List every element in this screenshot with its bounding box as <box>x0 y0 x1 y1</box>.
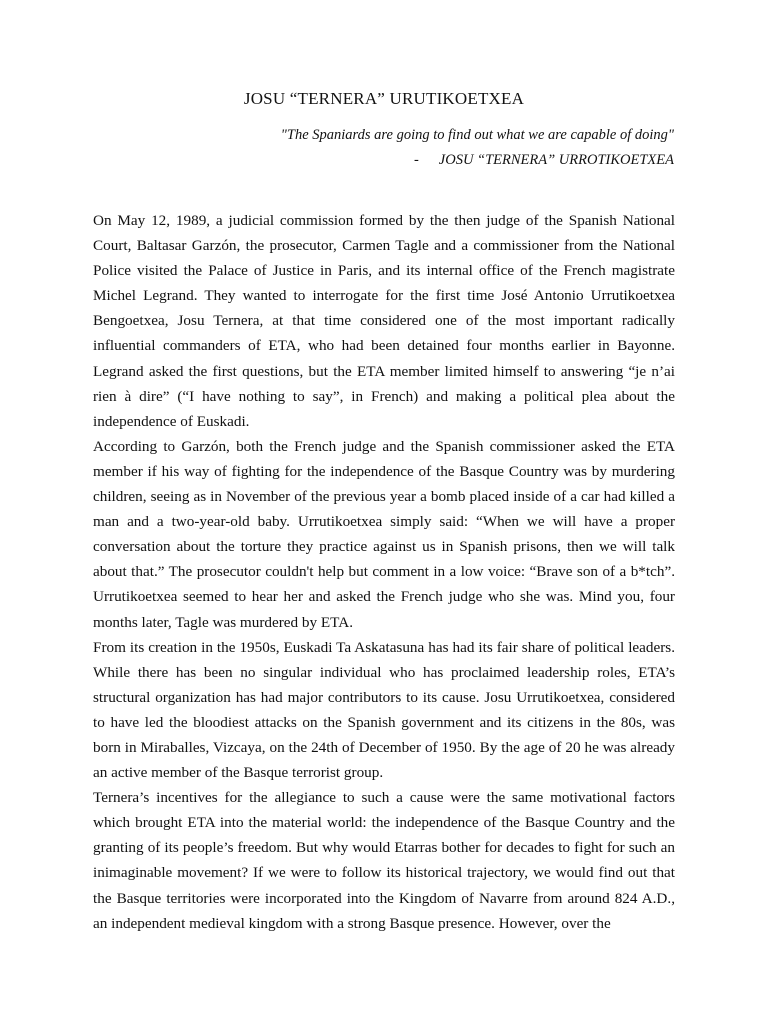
paragraph: Ternera’s incentives for the allegiance to such a cause were the same motivational factors which brought ETA into the material world: the independence of the Basque Country and the granting of its people’s freedom. But why would Etarras bother for decades to fight for such an inimaginable movement? If we were to follow its historical trajectory, we would find out that the Basque territories were incorporated into the Kingdom of Navarre from around 824 A.D., an independent medieval kingdom with a strong Basque presence. However, over the <box>93 789 675 932</box>
body-text <box>93 208 675 936</box>
attribution-name: JOSU “TERNERA” URROTIKOETXEA <box>438 152 674 168</box>
paragraph: On May 12, 1989, a judicial commission formed by the then judge of the Spanish National Court, Baltasar Garzón, the prosecutor, Carmen Tagle and a commissioner from the National Police visited the Palace of Justice in Paris, and its internal office of the French magistrate Michel Legrand. They wanted to interrogate for the first time José Antonio Urrutikoetxea Bengoetxea, Josu Ternera, at that time considered one of the most important radically influential commanders of ETA, who had been detained four months earlier in Bayonne. Legrand asked the first questions, but the ETA member limited himself to answering “je n’ai rien à dire” (“I have nothing to say”, in French) and making a political plea about the independence of Euskadi. <box>93 212 675 430</box>
epigraph-attribution <box>414 151 674 169</box>
document-title: JOSU “TERNERA” URUTIKOETXEA <box>243 89 525 108</box>
paragraph: From its creation in the 1950s, Euskadi Ta Askatasuna has had its fair share of political leaders. While there has been no singular individual who has proclaimed leadership roles, ETA’s structural organization has had major contributors to its cause. Josu Urrutikoetxea, considered to have led the bloodiest attacks on the Spanish government and its citizens in the 80s, was born in Miraballes, Vizcaya, on the 24th of December of 1950. By the age of 20 he was already an active member of the Basque terrorist group. <box>93 638 675 782</box>
attribution-dash: - <box>413 152 419 168</box>
epigraph-quote: "The Spaniards are going to find out what we are capable of doing" <box>280 127 674 143</box>
paragraph: According to Garzón, both the French judge and the Spanish commissioner asked the ETA member if his way of fighting for the independence of the Basque Country was by murdering children, seeing as in November of the previous year a bomb placed inside of a car had killed a man and a two-year-old baby. Urrutikoetxea simply said: “When we will have a proper conversation about the torture they practice against us in Spanish prisons, then we will talk about that.” The prosecutor couldn't help but comment in a low voice: “Brave son of a b*tch”. Urrutikoetxea seemed to hear her and asked the French judge who she was. Mind you, four months later, Tagle was murdered by ETA. <box>93 437 675 631</box>
